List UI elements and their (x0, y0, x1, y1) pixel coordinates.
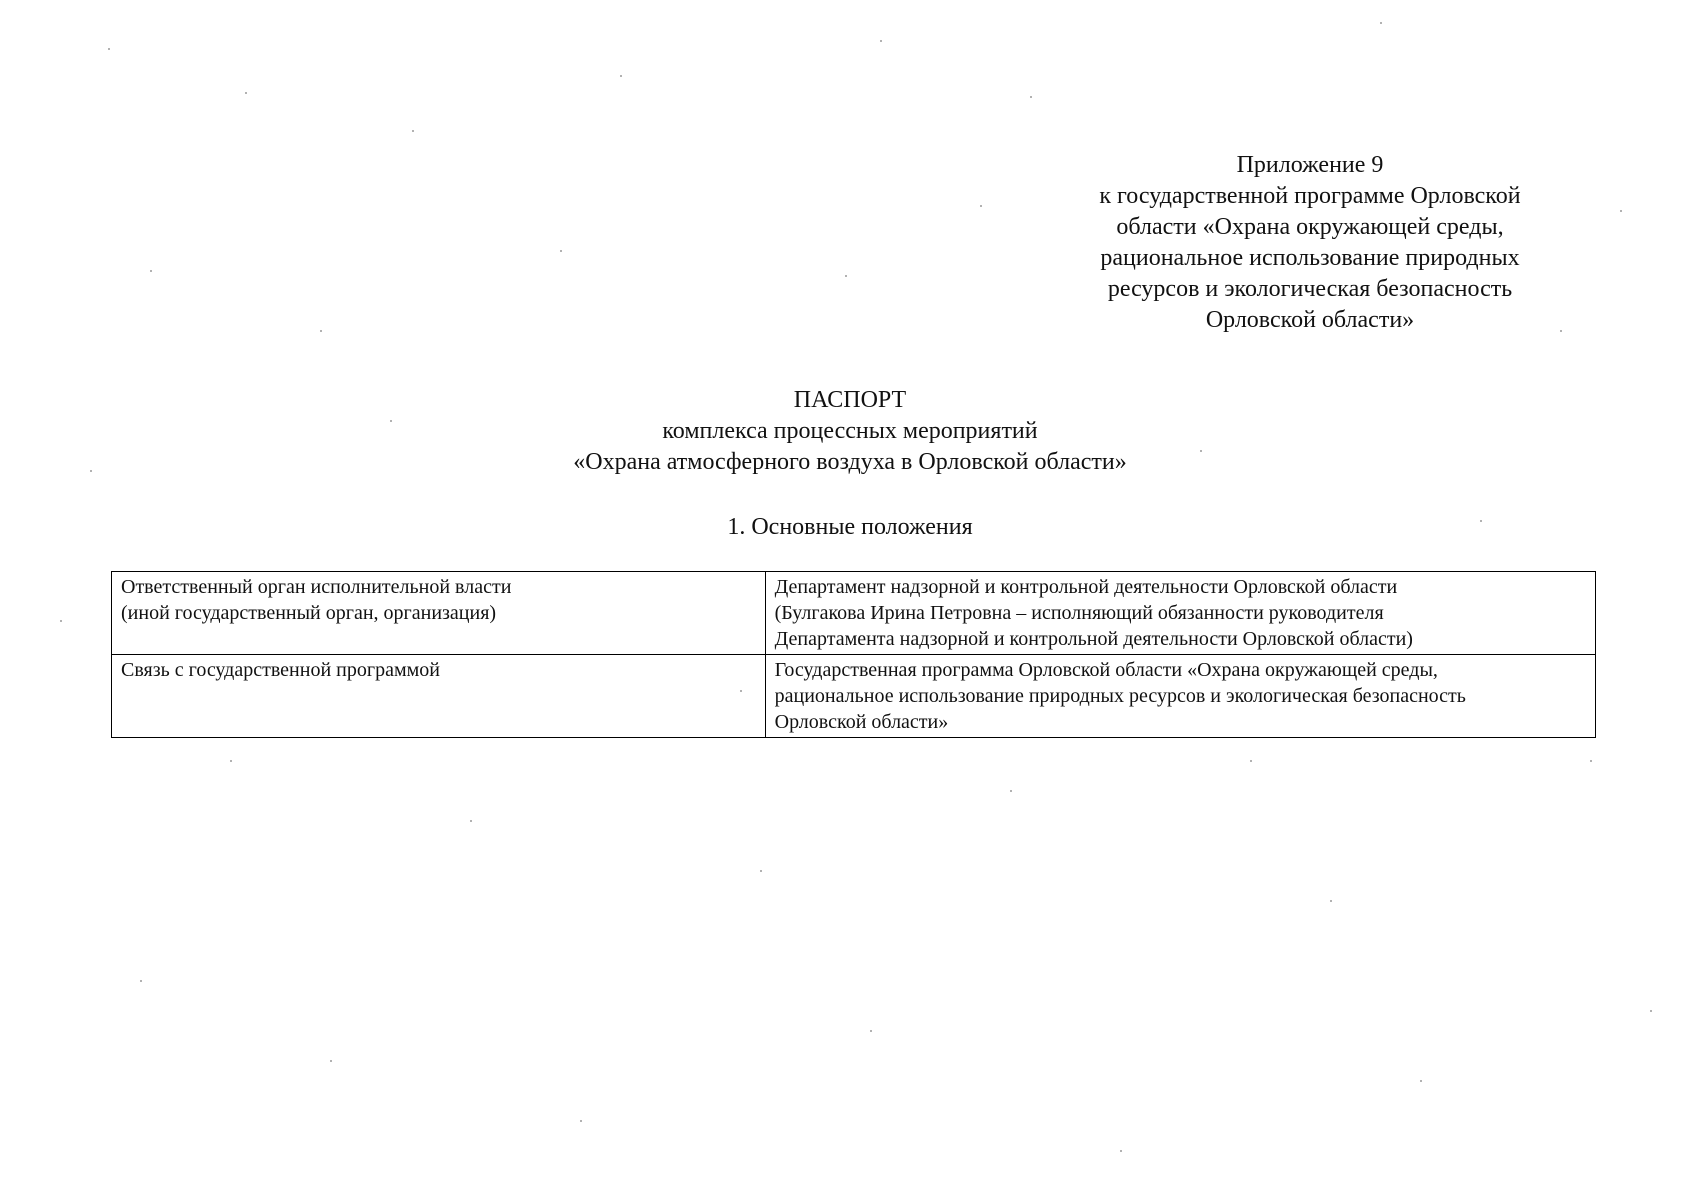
row-value-cell (765, 572, 1595, 655)
section-heading: 1. Основные положения (727, 514, 973, 540)
scan-speck (1620, 210, 1622, 212)
annex-line: Приложение 9 (1236, 152, 1384, 178)
scan-speck (1330, 900, 1332, 902)
scan-speck (580, 1120, 582, 1122)
scan-speck (760, 870, 762, 872)
scan-speck (620, 75, 622, 77)
scan-speck (390, 420, 392, 422)
passport-title: ПАСПОРТ (793, 387, 907, 413)
scan-speck (140, 980, 142, 982)
annex-line: рациональное использование природных (1100, 245, 1520, 271)
row-value-cell (765, 655, 1595, 738)
annex-line: к государственной программе Орловской (1099, 183, 1521, 209)
table-row (112, 655, 1596, 738)
cell-line: Департамент надзорной и контрольной деятельности Орловской области (774, 576, 1398, 598)
cell-line: (иной государственный орган, организация) (121, 602, 497, 624)
scan-speck (1200, 450, 1202, 452)
annex-header (1080, 150, 1540, 336)
scan-speck (412, 130, 414, 132)
passport-name: «Охрана атмосферного воздуха в Орловской области» (573, 449, 1127, 475)
scan-speck (108, 48, 110, 50)
scan-speck (880, 40, 882, 42)
scan-speck (1650, 1010, 1652, 1012)
passport-subtitle: комплекса процессных мероприятий (662, 418, 1038, 444)
scan-speck (1560, 330, 1562, 332)
main-provisions-table (111, 571, 1596, 738)
cell-line: Департамента надзорной и контрольной деятельности Орловской области) (774, 628, 1413, 650)
annex-line: ресурсов и экологическая безопасность (1107, 276, 1513, 302)
scan-speck (1010, 790, 1012, 792)
scan-speck (1480, 520, 1482, 522)
scan-speck (150, 270, 152, 272)
scan-speck (560, 250, 562, 252)
scan-speck (845, 275, 847, 277)
scan-speck (740, 690, 742, 692)
cell-line: Ответственный орган исполнительной власти (121, 576, 512, 598)
scan-speck (870, 1030, 872, 1032)
scan-speck (1030, 96, 1032, 98)
cell-line: Связь с государственной программой (121, 659, 440, 681)
scan-speck (90, 470, 92, 472)
table-row (112, 572, 1596, 655)
scan-speck (230, 760, 232, 762)
scan-speck (1590, 760, 1592, 762)
scan-speck (1380, 22, 1382, 24)
annex-line: области «Охрана окружающей среды, (1116, 214, 1504, 240)
scan-speck (1120, 1150, 1122, 1152)
cell-line: рациональное использование природных ресурсов и экологическая безопасность (774, 685, 1466, 707)
scan-speck (60, 620, 62, 622)
row-label-cell (112, 572, 766, 655)
scan-speck (1420, 1080, 1422, 1082)
scan-speck (1250, 760, 1252, 762)
scan-speck (320, 330, 322, 332)
cell-line: Государственная программа Орловской области «Охрана окружающей среды, (774, 659, 1438, 681)
cell-line: Орловской области» (774, 711, 949, 733)
cell-line: (Булгакова Ирина Петровна – исполняющий обязанности руководителя (774, 602, 1384, 624)
scan-speck (330, 1060, 332, 1062)
annex-line: Орловской области» (1205, 307, 1415, 333)
scan-speck (980, 205, 982, 207)
scan-speck (470, 820, 472, 822)
scan-speck (245, 92, 247, 94)
row-label-cell (112, 655, 766, 738)
passport-heading (0, 385, 1700, 478)
